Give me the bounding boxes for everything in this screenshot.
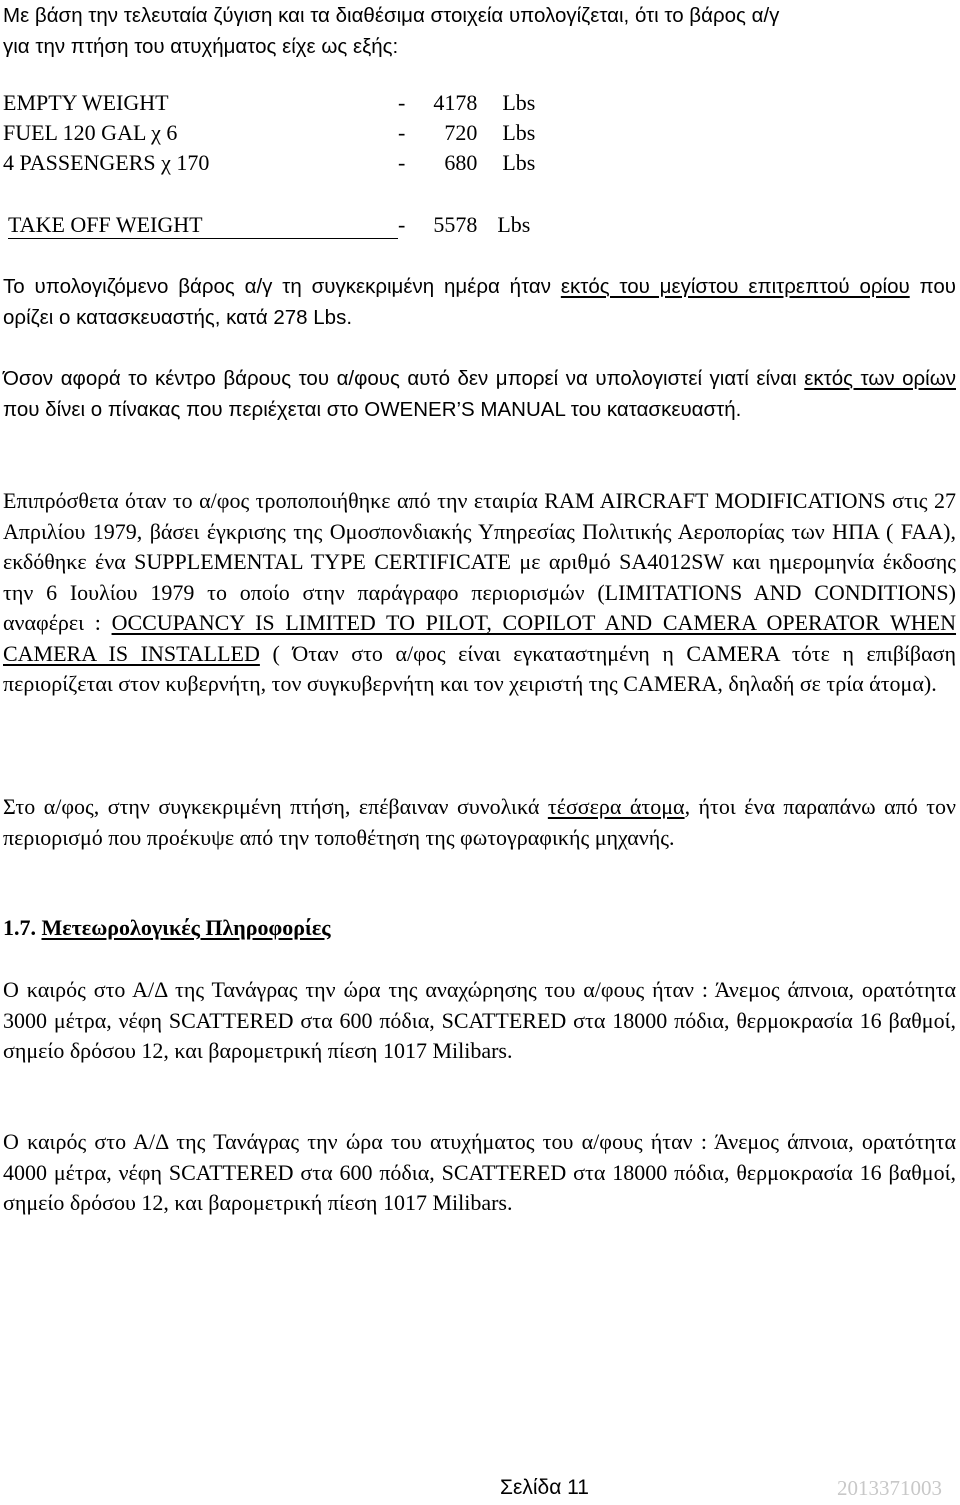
weight-value: 720	[444, 120, 478, 145]
weight-unit: Lbs	[502, 120, 536, 145]
section-heading	[3, 913, 331, 943]
page-number: Σελίδα 11	[500, 1476, 589, 1499]
weight-label: EMPTY WEIGHT	[3, 90, 169, 115]
total-value: 5578	[433, 212, 478, 237]
total-label: TAKE OFF WEIGHT	[8, 212, 203, 237]
total-sign: -	[398, 212, 406, 237]
weight-label: 4 PASSENGERS χ 170	[3, 150, 210, 175]
paragraph-occupants: Στο α/φος, στην συγκεκριμένη πτήση, επέβαιναν συνολικά τέσσερα άτομα, ήτοι ένα παραπάνω από τον περιορισμό που προέκυψε από την τοποθέτηση της φωτογραφικής μηχανής.	[3, 794, 956, 850]
intro-line-2: για την πτήση του ατυχήματος είχε ως εξής:	[3, 35, 399, 58]
total-unit: Lbs	[497, 212, 531, 237]
weight-sign: -	[398, 90, 406, 115]
paragraph-weather-accident: Ο καιρός στο Α/Δ της Τανάγρας την ώρα του ατυχήματος του α/φους ήταν : Άνεμος άπνοια, ορατότητα 4000 μέτρα, νέφη SCATTERED στα 600 πόδια, SCATTERED στα 18000 πόδια, θερμοκρασία 16 βαθμοί, σημείο δρόσου 12, και βαρομετρική πίεση 1017 Milibars.	[3, 1129, 956, 1215]
weight-sign: -	[398, 150, 406, 175]
paragraph-center-of-gravity: Όσον αφορά το κέντρο βάρους του α/φους αυτό δεν μπορεί να υπολογιστεί γιατί είναι εκτός των ορίων που δίνει ο πίνακας που περιέχεται στο OWENER’S MANUAL του κατασκευαστή.	[3, 367, 956, 421]
weight-label: FUEL 120 GAL χ 6	[3, 120, 178, 145]
weight-value: 680	[444, 150, 478, 175]
paragraph-weather-departure: Ο καιρός στο Α/Δ της Τανάγρας την ώρα της αναχώρησης του α/φους ήταν : Άνεμος άπνοια, ορατότητα 3000 μέτρα, νέφη SCATTERED στα 600 πόδια, SCATTERED στα 18000 πόδια, θερμοκρασία 16 βαθμοί, σημείο δρόσου 12, και βαρομετρική πίεση 1017 Milibars.	[3, 977, 956, 1063]
weight-value: 4178	[433, 90, 478, 115]
weight-sign: -	[398, 120, 406, 145]
paragraph-weight-limit: Το υπολογιζόμενο βάρος α/γ τη συγκεκριμένη ημέρα ήταν εκτός του μεγίστου επιτρεπτού ορίου που ορίζει ο κατασκευαστής, κατά 278 Lbs.	[3, 275, 956, 329]
section-number: 1.7.	[3, 915, 36, 940]
intro-line-1: Με βάση την τελευταία ζύγιση και τα διαθέσιμα στοιχεία υπολογίζεται, ότι το βάρος α/γ	[3, 4, 780, 27]
paragraph-supplemental-certificate: Επιπρόσθετα όταν το α/φος τροποποιήθηκε από την εταιρία RAM AIRCRAFT MODIFICATIONS στις 27 Απριλίου 1979, βάσει έγκρισης της Ομοσπονδιακής Υπηρεσίας Πολιτικής Αεροπορίας των ΗΠΑ ( FAA), εκδόθηκε ένα SUPPLEMENTAL TYPE CERTIFICATE με αριθμό SA4012SW και ημερομηνία έκδοσης την 6 Ιουλίου 1979 το οποίο στην παράγραφο περιορισμών (LIMITATIONS AND CONDITIONS) αναφέρει : OCCUPANCY IS LIMITED TO PILOT, COPILOT AND CAMERA OPERATOR WHEN CAMERA IS INSTALLED ( Όταν στο α/φος είναι εγκαταστημένη η CAMERA τότε η επιβίβαση περιορίζεται στον κυβερνήτη, τον συγκυβερνήτη και τον χειριστή της CAMERA, δηλαδή σε τρία άτομα).	[3, 488, 957, 696]
total-underline	[8, 238, 398, 239]
document-code: 2013371003	[837, 1476, 942, 1500]
weight-unit: Lbs	[502, 90, 536, 115]
section-title: Μετεωρολογικές Πληροφορίες	[41, 915, 331, 940]
weight-unit: Lbs	[502, 150, 536, 175]
